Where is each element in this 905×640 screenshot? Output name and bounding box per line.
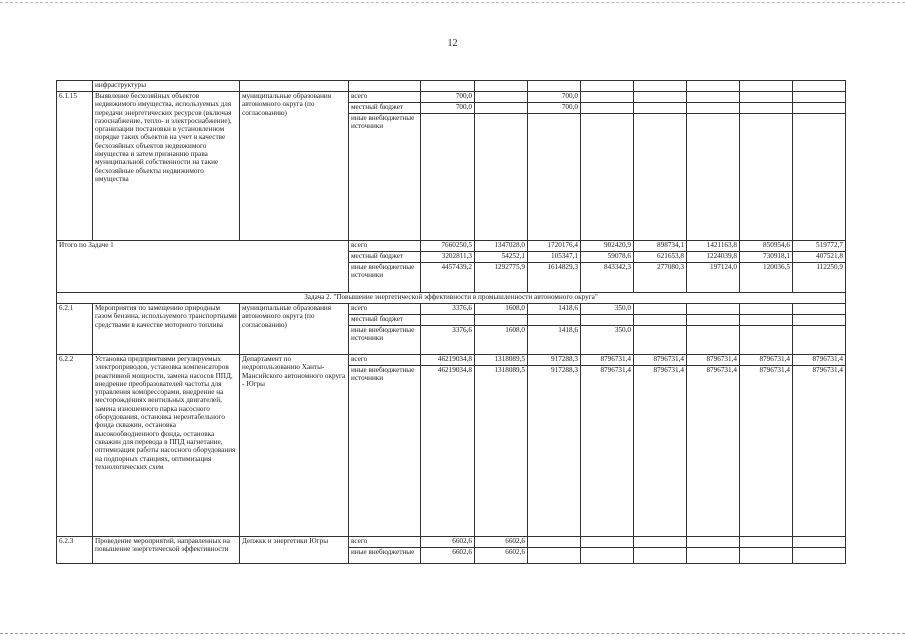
value-cell: 6602,6 [475, 548, 528, 564]
program-activities-table [56, 80, 846, 564]
executor-cell: Депжкк и энергетики Югры [240, 537, 349, 564]
funding-source-cell: всего [349, 241, 421, 252]
value-cell: 6602,6 [421, 537, 475, 548]
funding-source-cell: всего [349, 304, 421, 315]
activity-name-cell: Проведение мероприятий, направленных на повышение энергетической эффективности [93, 537, 240, 564]
funding-source-cell: местный бюджет [349, 252, 421, 263]
value-cell: 59078,6 [581, 252, 634, 263]
value-cell: 917288,3 [528, 355, 581, 366]
value-cell: 8796731,4 [793, 366, 846, 537]
value-cell: 46219034,8 [421, 366, 475, 537]
funding-source-cell: местный бюджет [349, 315, 421, 326]
value-cell: 898734,1 [634, 241, 687, 252]
value-cell: 7660250,5 [421, 241, 475, 252]
activity-number-cell: 6.2.2 [57, 355, 93, 537]
value-cell: 850954,6 [740, 241, 793, 252]
activity-name-cell: Мероприятия по замещению природным газом бензина, используемого транспортными средствами в качестве моторного топлива [93, 304, 240, 355]
activity-name-cell: инфраструктуры [93, 81, 240, 92]
value-cell: 1421163,8 [687, 241, 740, 252]
value-cell: 8796731,4 [581, 366, 634, 537]
value-cell: 730918,1 [740, 252, 793, 263]
value-cell: 700,0 [528, 92, 581, 103]
value-cell: 46219034,8 [421, 355, 475, 366]
table-row [57, 92, 846, 103]
table-row [57, 304, 846, 315]
value-cell: 1418,6 [528, 326, 581, 355]
value-cell: 197124,0 [687, 263, 740, 293]
value-cell: 1720176,4 [528, 241, 581, 252]
activity-number-cell: 6.2.3 [57, 537, 93, 564]
activity-number-cell: 6.1.15 [57, 92, 93, 241]
scan-edge-bottom [0, 633, 905, 634]
funding-source-cell: местный бюджет [349, 103, 421, 114]
value-cell: 700,0 [528, 103, 581, 114]
value-cell: 917288,3 [528, 366, 581, 537]
value-cell: 1418,6 [528, 304, 581, 315]
value-cell: 8796731,4 [687, 355, 740, 366]
value-cell: 8796731,4 [634, 366, 687, 537]
value-cell: 8796731,4 [793, 355, 846, 366]
value-cell: 3376,6 [421, 326, 475, 355]
task-heading: Задача 2. "Повышение энергетической эффективности в промышленности автономного округа" [57, 293, 846, 304]
value-cell: 902420,9 [581, 241, 634, 252]
table-row [57, 81, 846, 92]
value-cell: 54252,1 [475, 252, 528, 263]
value-cell: 6602,6 [475, 537, 528, 548]
executor-cell: муниципальные образования автономного округа (по согласованию) [240, 92, 349, 241]
funding-source-cell: иные внебюджетные источники [349, 114, 421, 241]
value-cell: 3376,6 [421, 304, 475, 315]
value-cell: 843342,3 [581, 263, 634, 293]
activity-number-cell: 6.2.1 [57, 304, 93, 355]
value-cell: 6602,6 [421, 548, 475, 564]
value-cell: 1292775,9 [475, 263, 528, 293]
value-cell: 8796731,4 [634, 355, 687, 366]
table-row [57, 355, 846, 366]
page-number: 12 [447, 38, 458, 49]
funding-source-cell: всего [349, 355, 421, 366]
value-cell: 1608,0 [475, 326, 528, 355]
value-cell: 1614829,3 [528, 263, 581, 293]
value-cell: 407521,8 [793, 252, 846, 263]
value-cell: 3202811,3 [421, 252, 475, 263]
table-row [57, 241, 846, 252]
value-cell: 350,0 [581, 326, 634, 355]
funding-source-cell: всего [349, 537, 421, 548]
value-cell: 621653,8 [634, 252, 687, 263]
value-cell: 1318089,5 [475, 355, 528, 366]
table-row [57, 293, 846, 304]
funding-source-cell: иные внебюджетные источники [349, 263, 421, 293]
value-cell: 1608,0 [475, 304, 528, 315]
value-cell: 120036,5 [740, 263, 793, 293]
scan-edge-top [0, 2, 905, 3]
value-cell: 112250,9 [793, 263, 846, 293]
value-cell: 700,0 [421, 92, 475, 103]
funding-source-cell: иные внебюджетные источники [349, 326, 421, 355]
table-row [57, 537, 846, 548]
value-cell: 1347028,0 [475, 241, 528, 252]
value-cell: 8796731,4 [740, 366, 793, 537]
funding-source-cell: иные внебюджетные источники [349, 366, 421, 537]
value-cell: 277080,3 [634, 263, 687, 293]
value-cell: 350,0 [581, 304, 634, 315]
value-cell: 1318089,5 [475, 366, 528, 537]
value-cell: 8796731,4 [687, 366, 740, 537]
funding-source-cell: иные внебюджетные [349, 548, 421, 564]
value-cell: 700,0 [421, 103, 475, 114]
value-cell: 4457439,2 [421, 263, 475, 293]
funding-source-cell: всего [349, 92, 421, 103]
value-cell: 8796731,4 [740, 355, 793, 366]
value-cell: 1224039,8 [687, 252, 740, 263]
activity-name-cell: Установка предприятиями регулируемых электроприводов, установка компенсаторов реактивной мощности, замена насосов ППД, внедрение преобразователей частоты для управления компрессорами, внедрение на месторождениях вентильных двигателей, замена изношенного парка насосного оборудования, остановка нерентабельного фонда скважин, остановка высокообводненного фонда, остановка скважин для перевода в ППД нагнетание, оптимизация работы насосного оборудования на подпорных станциях, оптимизация технологических схем [93, 355, 240, 537]
executor-cell: муниципальные образования автономного округа (по согласованию) [240, 304, 349, 355]
value-cell: 519772,7 [793, 241, 846, 252]
activity-name-cell: Выявление бесхозяйных объектов недвижимого имущества, используемых для передачи энергетических ресурсов (включая газоснабжение, тепло- и электроснабжение), организации постановки в установленном порядке таких объектов на учет в качестве бесхозяйных объектов недвижимого имущества и затем признанию права муниципальной собственности на такие бесхозяйные объекты недвижимого имущества [93, 92, 240, 241]
value-cell: 105347,1 [528, 252, 581, 263]
value-cell: 8796731,4 [581, 355, 634, 366]
total-label: Итого по Задаче 1 [57, 241, 349, 293]
executor-cell: Департамент по недропользованию Ханты-Мансийского автономного округа - Югры [240, 355, 349, 537]
